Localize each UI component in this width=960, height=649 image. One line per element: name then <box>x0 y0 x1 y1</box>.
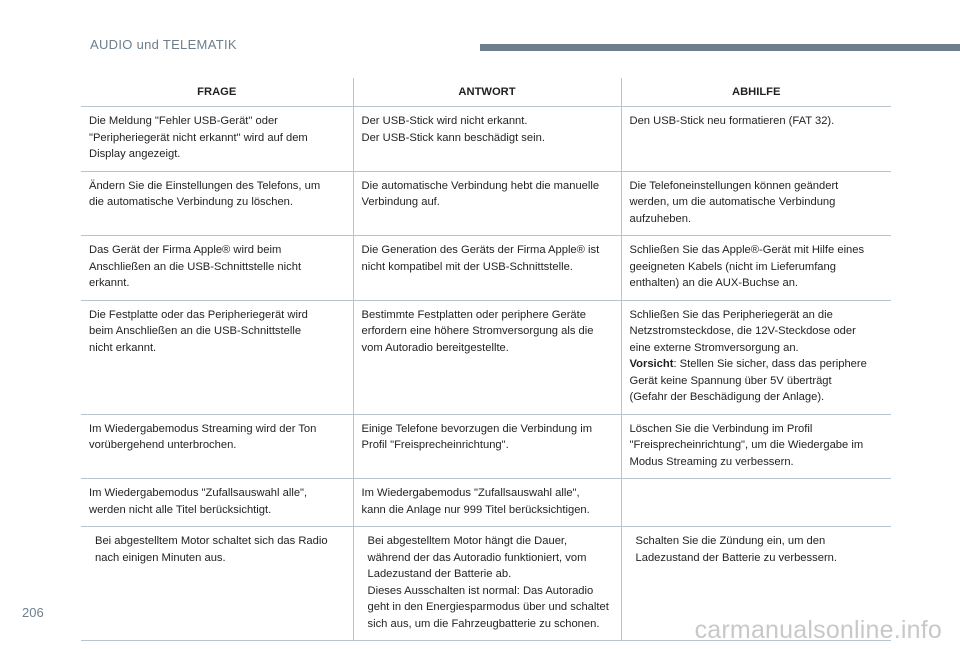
column-header-frage: FRAGE <box>81 78 353 107</box>
answer-cell: Die Generation des Geräts der Firma Apple® ist nicht kompatibel mit der USB-Schnittstelle. <box>353 236 621 301</box>
question-cell: Die Meldung "Fehler USB-Gerät" oder "Peripheriegerät nicht erkannt" wird auf dem Display angezeigt. <box>81 107 353 172</box>
faq-table <box>81 78 891 641</box>
remedy-cell: Den USB-Stick neu formatieren (FAT 32). <box>621 107 891 172</box>
column-header-abhilfe: ABHILFE <box>621 78 891 107</box>
question-cell: Bei abgestelltem Motor schaltet sich das Radio nach einigen Minuten aus. <box>81 527 353 641</box>
remedy-cell <box>621 479 891 527</box>
question-cell: Die Festplatte oder das Peripheriegerät wird beim Anschließen an die USB-Schnittstelle nicht erkannt. <box>81 300 353 414</box>
answer-cell: Die automatische Verbindung hebt die manuelle Verbindung auf. <box>353 171 621 236</box>
table-row <box>81 300 891 414</box>
caution-text: : Stellen Sie sicher, dass das periphere Gerät keine Spannung über 5V überträgt (Gefahr der Beschädigung der Anlage). <box>629 358 867 403</box>
answer-cell: Bei abgestelltem Motor hängt die Dauer, während der das Autoradio funktioniert, vom Ladezustand der Batterie ab. Dieses Ausschalten ist normal: Das Autoradio geht in den Energiesparmodus über und schaltet sich aus, um die Fahrzeugbatterie zu schonen. <box>353 527 621 641</box>
table-header-row <box>81 78 891 107</box>
remedy-cell: Die Telefoneinstellungen können geändert werden, um die automatische Verbindung aufzuheben. <box>621 171 891 236</box>
answer-cell: Im Wiedergabemodus "Zufallsauswahl alle", kann die Anlage nur 999 Titel berücksichtigen. <box>353 479 621 527</box>
answer-cell: Einige Telefone bevorzugen die Verbindung im Profil "Freisprecheinrichtung". <box>353 414 621 479</box>
remedy-cell <box>621 300 891 414</box>
remedy-cell: Schließen Sie das Apple®-Gerät mit Hilfe eines geeigneten Kabels (nicht im Lieferumfang enthalten) an die AUX-Buchse an. <box>621 236 891 301</box>
header-bar <box>480 44 960 51</box>
question-cell: Im Wiedergabemodus "Zufallsauswahl alle", werden nicht alle Titel berücksichtigt. <box>81 479 353 527</box>
question-cell: Das Gerät der Firma Apple® wird beim Anschließen an die USB-Schnittstelle nicht erkannt. <box>81 236 353 301</box>
caution-label: Vorsicht <box>629 358 674 370</box>
table-row <box>81 107 891 172</box>
page-number: 206 <box>22 605 44 620</box>
column-header-antwort: ANTWORT <box>353 78 621 107</box>
section-title: AUDIO und TELEMATIK <box>90 37 237 52</box>
table-row <box>81 171 891 236</box>
question-cell: Ändern Sie die Einstellungen des Telefons, um die automatische Verbindung zu löschen. <box>81 171 353 236</box>
table-row <box>81 414 891 479</box>
table-row <box>81 479 891 527</box>
remedy-cell: Schalten Sie die Zündung ein, um den Ladezustand der Batterie zu verbessern. <box>621 527 891 641</box>
answer-cell: Der USB-Stick wird nicht erkannt. Der USB-Stick kann beschädigt sein. <box>353 107 621 172</box>
table-row <box>81 236 891 301</box>
remedy-cell: Löschen Sie die Verbindung im Profil "Freisprecheinrichtung", um die Wiedergabe im Modus Streaming zu verbessern. <box>621 414 891 479</box>
remedy-text: Schließen Sie das Peripheriegerät an die Netzstromsteckdose, die 12V-Steckdose oder eine externe Stromversorgung an. <box>629 308 856 354</box>
answer-cell: Bestimmte Festplatten oder periphere Geräte erfordern eine höhere Stromversorgung als die vom Autoradio bereitgestellte. <box>353 300 621 414</box>
watermark: carmanualsonline.info <box>694 616 942 644</box>
question-cell: Im Wiedergabemodus Streaming wird der Ton vorübergehend unterbrochen. <box>81 414 353 479</box>
